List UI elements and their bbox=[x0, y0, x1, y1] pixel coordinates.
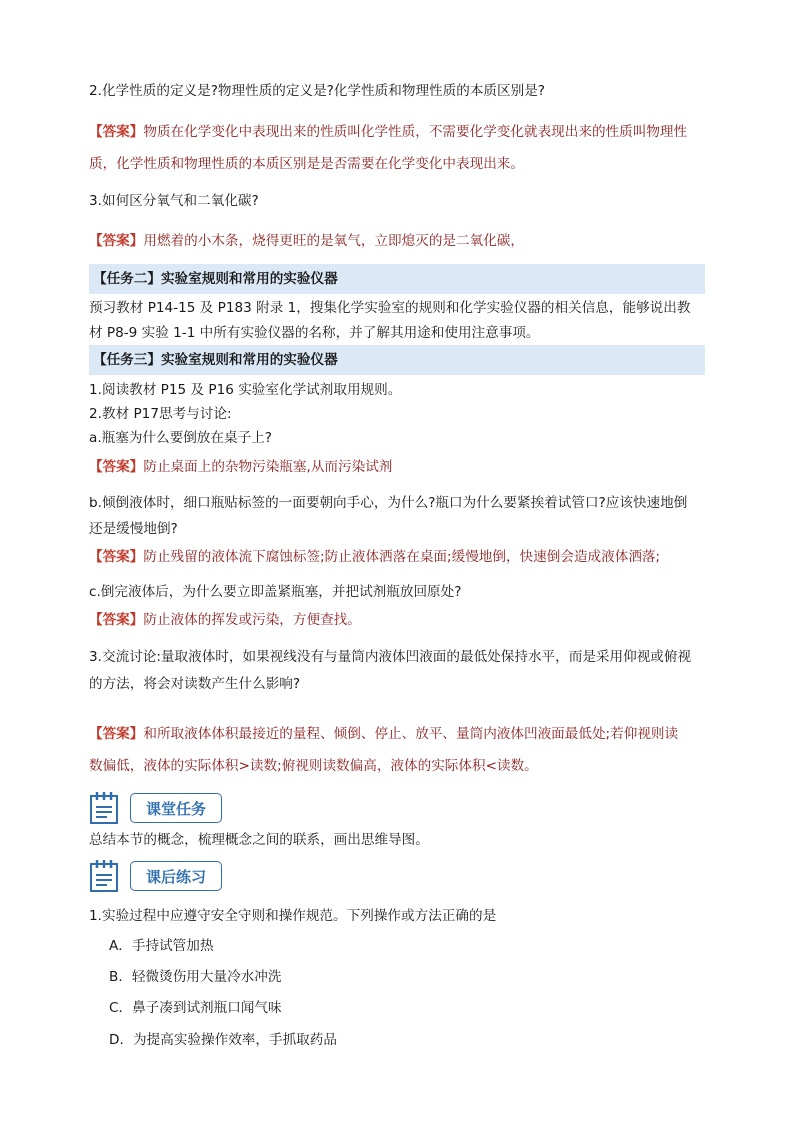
discussion-answer-line1 bbox=[89, 725, 678, 743]
discussion-answer-line2: 数偏低，液体的实际体积>读数;俯视则读数偏高，液体的实际体积<读数。 bbox=[89, 758, 538, 774]
classroom-task-label: 课堂任务 bbox=[130, 793, 222, 823]
answer-tag: 【答案】 bbox=[89, 233, 144, 249]
notepad-icon bbox=[89, 859, 119, 893]
task-3-line2: 2.教材 P17思考与讨论: bbox=[89, 406, 232, 422]
option-c: C．鼻子凑到试剂瓶口闻气味 bbox=[109, 1000, 282, 1016]
option-b: B．轻微烫伤用大量冷水冲洗 bbox=[109, 969, 282, 985]
answer-text: 防止桌面上的杂物污染瓶塞,从而污染试剂 bbox=[143, 459, 393, 475]
answer-text: 物质在化学变化中表现出来的性质叫化学性质，不需要化学变化就表现出来的性质叫物理性 bbox=[143, 124, 688, 140]
answer-tag: 【答案】 bbox=[89, 612, 144, 628]
discussion-line1: 3.交流讨论:量取液体时，如果视线没有与量筒内液体凹液面的最低处保持水平，而是采用仰视或俯视 bbox=[89, 649, 692, 665]
answer-tag: 【答案】 bbox=[89, 124, 144, 140]
answer-text: 防止残留的液体流下腐蚀标签;防止液体洒落在桌面;缓慢地倒，快速倒会造成液体洒落; bbox=[143, 549, 661, 565]
task-3-header: 【任务三】实验室规则和常用的实验仪器 bbox=[89, 345, 705, 375]
task-2-header: 【任务二】实验室规则和常用的实验仪器 bbox=[89, 264, 705, 294]
option-d: D．为提高实验操作效率，手抓取药品 bbox=[109, 1032, 337, 1048]
option-a: A．手持试管加热 bbox=[109, 938, 214, 954]
homework-heading bbox=[89, 859, 389, 895]
answer-3 bbox=[89, 232, 524, 250]
answer-tag: 【答案】 bbox=[89, 726, 144, 742]
answer-tag: 【答案】 bbox=[89, 549, 144, 565]
question-2: 2.化学性质的定义是?物理性质的定义是?化学性质和物理性质的本质区别是? bbox=[89, 83, 546, 99]
homework-label: 课后练习 bbox=[130, 861, 222, 891]
classroom-task-heading bbox=[89, 791, 389, 827]
question-b-line1: b.倾倒液体时，细口瓶贴标签的一面要朝向手心，为什么?瓶口为什么要紧挨着试管口?应该快速地倒 bbox=[89, 495, 688, 511]
homework-question-1: 1.实验过程中应遵守安全守则和操作规范。下列操作或方法正确的是 bbox=[89, 908, 497, 924]
task-2-line1: 预习教材 P14-15 及 P183 附录 1，搜集化学实验室的规则和化学实验仪器的相关信息，能够说出教 bbox=[89, 300, 691, 316]
answer-2-line2: 质，化学性质和物理性质的本质区别是是否需要在化学变化中表现出来。 bbox=[89, 156, 524, 172]
answer-text: 用燃着的小木条，烧得更旺的是氧气，立即熄灭的是二氧化碳， bbox=[143, 233, 524, 249]
answer-c bbox=[89, 611, 361, 629]
notepad-icon bbox=[89, 791, 119, 825]
question-b-line2: 还是缓慢地倒? bbox=[89, 521, 178, 537]
classroom-task-text: 总结本节的概念，梳理概念之间的联系，画出思维导图。 bbox=[89, 832, 429, 848]
question-a: a.瓶塞为什么要倒放在桌子上? bbox=[89, 430, 272, 446]
answer-a bbox=[89, 458, 392, 476]
answer-text: 防止液体的挥发或污染，方便查找。 bbox=[143, 612, 361, 628]
discussion-line2: 的方法，将会对读数产生什么影响? bbox=[89, 676, 301, 692]
answer-tag: 【答案】 bbox=[89, 459, 144, 475]
question-c: c.倒完液体后，为什么要立即盖紧瓶塞，并把试剂瓶放回原处? bbox=[89, 584, 462, 600]
answer-b bbox=[89, 548, 660, 566]
answer-text: 和所取液体体积最接近的量程、倾倒、停止、放平、量筒内液体凹液面最低处;若仰视则读 bbox=[143, 726, 679, 742]
task-2-line2: 材 P8-9 实验 1-1 中所有实验仪器的名称，并了解其用途和使用注意事项。 bbox=[89, 325, 540, 341]
question-3: 3.如何区分氧气和二氧化碳? bbox=[89, 193, 259, 209]
task-3-line1: 1.阅读教材 P15 及 P16 实验室化学试剂取用规则。 bbox=[89, 382, 402, 398]
answer-2-line1 bbox=[89, 123, 687, 141]
